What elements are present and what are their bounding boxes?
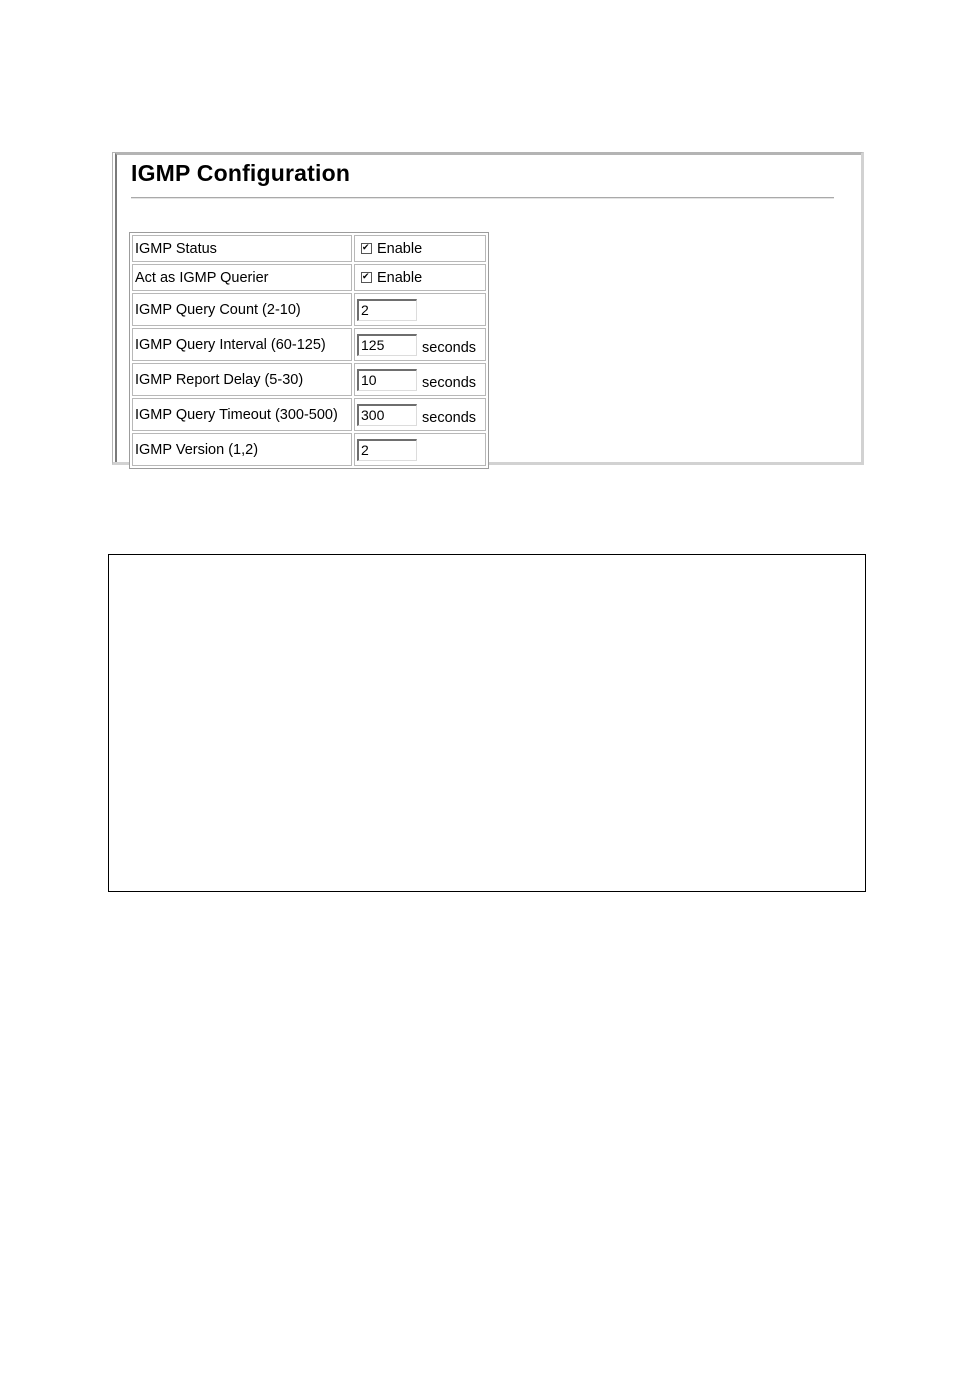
query-interval-unit: seconds	[422, 340, 477, 357]
table-row	[132, 264, 486, 291]
igmp-configuration-panel	[112, 152, 864, 465]
query-interval-input[interactable]: 125	[357, 334, 417, 356]
igmp-status-checkbox-label: Enable	[377, 240, 423, 257]
igmp-version-label: IGMP Version (1,2)	[132, 433, 352, 466]
table-row	[132, 235, 486, 262]
page-title: IGMP Configuration	[131, 160, 351, 186]
query-count-label: IGMP Query Count (2-10)	[132, 293, 352, 326]
query-timeout-cell	[354, 398, 486, 431]
igmp-settings-table	[129, 232, 489, 469]
report-delay-label: IGMP Report Delay (5-30)	[132, 363, 352, 396]
igmp-version-cell	[354, 433, 486, 466]
igmp-version-input[interactable]: 2	[357, 439, 417, 461]
act-as-querier-checkbox[interactable]	[361, 272, 372, 283]
query-timeout-input[interactable]: 300	[357, 404, 417, 426]
table-row	[132, 433, 486, 466]
act-as-querier-checkbox-label: Enable	[377, 269, 423, 286]
query-interval-cell	[354, 328, 486, 361]
table-row	[132, 398, 486, 431]
table-row	[132, 293, 486, 326]
title-divider	[131, 197, 834, 199]
report-delay-unit: seconds	[422, 375, 477, 392]
act-as-querier-label: Act as IGMP Querier	[132, 264, 352, 291]
query-count-cell	[354, 293, 486, 326]
empty-bordered-box	[108, 554, 866, 892]
query-timeout-label: IGMP Query Timeout (300-500)	[132, 398, 352, 431]
report-delay-cell	[354, 363, 486, 396]
panel-frame	[115, 153, 861, 462]
query-timeout-unit: seconds	[422, 410, 477, 427]
igmp-status-checkbox[interactable]	[361, 243, 372, 254]
act-as-querier-cell	[354, 264, 486, 291]
igmp-status-cell	[354, 235, 486, 262]
table-row	[132, 363, 486, 396]
report-delay-input[interactable]: 10	[357, 369, 417, 391]
query-count-input[interactable]: 2	[357, 299, 417, 321]
table-row	[132, 328, 486, 361]
query-interval-label: IGMP Query Interval (60-125)	[132, 328, 352, 361]
igmp-status-label: IGMP Status	[132, 235, 352, 262]
